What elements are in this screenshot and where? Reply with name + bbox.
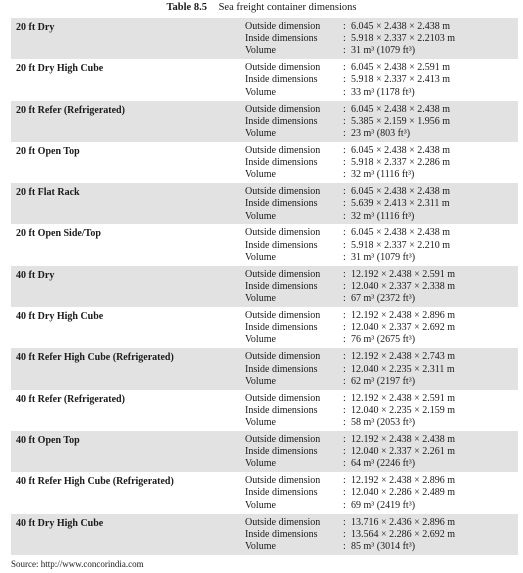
spec-value: 13.564 × 2.286 × 2.692 m [351, 528, 456, 540]
spec-label: Volume [245, 417, 276, 429]
spec-separator: : [343, 169, 346, 181]
spec-value: 12.192 × 2.438 × 2.591 m [351, 268, 456, 280]
spec-label: Outside dimension [245, 475, 321, 487]
table-title: Sea freight container dimensions [218, 2, 357, 13]
spec-line [245, 169, 515, 181]
container-specs [245, 393, 515, 430]
spec-label: Inside dimensions [245, 322, 318, 334]
spec-line [245, 116, 515, 128]
spec-value: 6.045 × 2.438 × 2.438 m [351, 103, 451, 115]
spec-value: 12.192 × 2.438 × 2.896 m [351, 475, 456, 487]
spec-value: 5.385 × 2.159 × 1.956 m [351, 115, 451, 127]
spec-separator: : [343, 103, 346, 115]
spec-label: Outside dimension [245, 144, 321, 156]
container-type: 40 ft Dry High Cube [16, 517, 104, 529]
spec-label: Inside dimensions [245, 528, 318, 540]
spec-line [245, 487, 515, 499]
spec-line [245, 500, 515, 512]
spec-label: Volume [245, 499, 276, 511]
table-row [11, 59, 518, 100]
container-type: 20 ft Refer (Refrigerated) [16, 104, 125, 116]
container-specs [245, 434, 515, 471]
spec-label: Outside dimension [245, 268, 321, 280]
spec-line [245, 74, 515, 86]
spec-value: 6.045 × 2.438 × 2.438 m [351, 144, 451, 156]
spec-value: 58 m³ (2053 ft³) [351, 417, 416, 429]
spec-separator: : [343, 251, 346, 263]
container-specs [245, 517, 515, 554]
spec-line [245, 334, 515, 346]
table-row [11, 183, 518, 224]
spec-value: 5.918 × 2.337 × 2.210 m [351, 239, 451, 251]
spec-value: 12.192 × 2.438 × 2.438 m [351, 433, 456, 445]
spec-separator: : [343, 198, 346, 210]
spec-line [245, 351, 515, 363]
spec-line [245, 393, 515, 405]
spec-label: Outside dimension [245, 310, 321, 322]
spec-label: Outside dimension [245, 516, 321, 528]
spec-line [245, 446, 515, 458]
spec-separator: : [343, 33, 346, 45]
spec-value: 12.192 × 2.438 × 2.743 m [351, 351, 456, 363]
spec-separator: : [343, 363, 346, 375]
spec-line [245, 87, 515, 99]
spec-label: Inside dimensions [245, 33, 318, 45]
container-type: 20 ft Open Top [16, 145, 80, 157]
container-specs [245, 62, 515, 99]
spec-value: 69 m³ (2419 ft³) [351, 499, 416, 511]
spec-value: 5.639 × 2.413 × 2.311 m [351, 198, 450, 210]
spec-separator: : [343, 351, 346, 363]
spec-separator: : [343, 487, 346, 499]
spec-separator: : [343, 268, 346, 280]
spec-label: Volume [245, 251, 276, 263]
spec-value: 5.918 × 2.337 × 2.413 m [351, 74, 451, 86]
spec-separator: : [343, 417, 346, 429]
spec-value: 12.040 × 2.337 × 2.692 m [351, 322, 456, 334]
container-type: 40 ft Refer High Cube (Refrigerated) [16, 476, 174, 488]
spec-separator: : [343, 227, 346, 239]
spec-label: Outside dimension [245, 186, 321, 198]
spec-label: Volume [245, 127, 276, 139]
spec-label: Inside dimensions [245, 157, 318, 169]
spec-separator: : [343, 45, 346, 57]
spec-line [245, 293, 515, 305]
table-row [11, 390, 518, 431]
spec-label: Inside dimensions [245, 74, 318, 86]
container-specs [245, 269, 515, 306]
spec-line [245, 310, 515, 322]
spec-value: 12.040 × 2.235 × 2.159 m [351, 404, 456, 416]
table-number: Table 8.5 [166, 2, 207, 13]
spec-label: Outside dimension [245, 433, 321, 445]
container-dimensions-table [11, 18, 518, 555]
spec-value: 6.045 × 2.438 × 2.438 m [351, 21, 451, 32]
spec-line [245, 45, 515, 57]
spec-label: Inside dimensions [245, 363, 318, 375]
spec-line [245, 227, 515, 239]
spec-separator: : [343, 280, 346, 292]
container-type: 20 ft Dry [16, 22, 55, 33]
spec-separator: : [343, 127, 346, 139]
spec-separator: : [343, 446, 346, 458]
spec-label: Volume [245, 45, 276, 57]
spec-line [245, 62, 515, 74]
container-type: 40 ft Open Top [16, 434, 80, 446]
spec-separator: : [343, 392, 346, 404]
container-type: 40 ft Refer (Refrigerated) [16, 393, 125, 405]
spec-separator: : [343, 21, 346, 32]
spec-separator: : [343, 62, 346, 74]
spec-label: Outside dimension [245, 21, 321, 32]
spec-label: Volume [245, 169, 276, 181]
container-specs [245, 475, 515, 512]
spec-line [245, 475, 515, 487]
spec-separator: : [343, 499, 346, 511]
table-row [11, 101, 518, 142]
spec-separator: : [343, 186, 346, 198]
container-type: 20 ft Open Side/Top [16, 228, 101, 240]
spec-value: 13.716 × 2.436 × 2.896 m [351, 516, 456, 528]
spec-separator: : [343, 239, 346, 251]
spec-value: 76 m³ (2675 ft³) [351, 334, 416, 346]
table-row [11, 514, 518, 555]
spec-line [245, 33, 515, 45]
spec-value: 12.040 × 2.337 × 2.338 m [351, 280, 456, 292]
spec-separator: : [343, 516, 346, 528]
spec-line [245, 240, 515, 252]
spec-value: 31 m³ (1079 ft³) [351, 45, 416, 57]
spec-separator: : [343, 86, 346, 98]
spec-label: Outside dimension [245, 103, 321, 115]
spec-line [245, 529, 515, 541]
spec-line [245, 198, 515, 210]
table-row [11, 307, 518, 348]
container-specs [245, 310, 515, 347]
spec-line [245, 157, 515, 169]
spec-line [245, 281, 515, 293]
spec-line [245, 541, 515, 553]
spec-label: Outside dimension [245, 392, 321, 404]
spec-value: 31 m³ (1079 ft³) [351, 251, 416, 263]
spec-line [245, 405, 515, 417]
spec-label: Inside dimensions [245, 487, 318, 499]
spec-separator: : [343, 540, 346, 552]
spec-value: 12.040 × 2.235 × 2.311 m [351, 363, 455, 375]
spec-value: 12.040 × 2.286 × 2.489 m [351, 487, 456, 499]
spec-value: 12.192 × 2.438 × 2.896 m [351, 310, 456, 322]
spec-separator: : [343, 74, 346, 86]
spec-separator: : [343, 293, 346, 305]
spec-value: 12.192 × 2.438 × 2.591 m [351, 392, 456, 404]
spec-line [245, 364, 515, 376]
container-specs [245, 104, 515, 141]
table-row [11, 348, 518, 389]
spec-value: 6.045 × 2.438 × 2.438 m [351, 227, 451, 239]
spec-line [245, 517, 515, 529]
spec-label: Volume [245, 458, 276, 470]
container-type: 40 ft Dry High Cube [16, 311, 104, 323]
source-note: Source: http://www.concorindia.com [11, 559, 144, 569]
spec-label: Outside dimension [245, 62, 321, 74]
container-specs [245, 227, 515, 264]
spec-separator: : [343, 334, 346, 346]
spec-label: Outside dimension [245, 351, 321, 363]
table-row [11, 142, 518, 183]
spec-line [245, 128, 515, 140]
spec-value: 67 m³ (2372 ft³) [351, 293, 416, 305]
spec-line [245, 211, 515, 223]
spec-line [245, 417, 515, 429]
spec-value: 6.045 × 2.438 × 2.438 m [351, 186, 451, 198]
spec-line [245, 186, 515, 198]
spec-label: Inside dimensions [245, 446, 318, 458]
spec-value: 23 m³ (803 ft³) [351, 127, 411, 139]
spec-line [245, 458, 515, 470]
spec-label: Inside dimensions [245, 198, 318, 210]
container-type: 20 ft Dry High Cube [16, 63, 104, 75]
spec-label: Volume [245, 293, 276, 305]
spec-separator: : [343, 115, 346, 127]
spec-value: 6.045 × 2.438 × 2.591 m [351, 62, 451, 74]
spec-label: Inside dimensions [245, 404, 318, 416]
spec-label: Inside dimensions [245, 280, 318, 292]
spec-label: Volume [245, 210, 276, 222]
container-type: 40 ft Dry [16, 269, 55, 281]
spec-label: Volume [245, 375, 276, 387]
spec-value: 32 m³ (1116 ft³) [351, 210, 415, 222]
spec-line [245, 145, 515, 157]
spec-line [245, 252, 515, 264]
spec-line [245, 434, 515, 446]
spec-line [245, 269, 515, 281]
spec-value: 12.040 × 2.337 × 2.261 m [351, 446, 456, 458]
spec-value: 64 m³ (2246 ft³) [351, 458, 416, 470]
table-row [11, 431, 518, 472]
container-type: 20 ft Flat Rack [16, 187, 80, 199]
spec-line [245, 104, 515, 116]
spec-separator: : [343, 433, 346, 445]
container-type: 40 ft Refer High Cube (Refrigerated) [16, 352, 174, 364]
spec-label: Volume [245, 540, 276, 552]
spec-separator: : [343, 528, 346, 540]
table-row [11, 266, 518, 307]
spec-separator: : [343, 322, 346, 334]
spec-value: 62 m³ (2197 ft³) [351, 375, 416, 387]
spec-separator: : [343, 375, 346, 387]
spec-separator: : [343, 157, 346, 169]
spec-value: 5.918 × 2.337 × 2.2103 m [351, 33, 456, 45]
container-specs [245, 145, 515, 182]
spec-separator: : [343, 210, 346, 222]
spec-value: 33 m³ (1178 ft³) [351, 86, 415, 98]
spec-separator: : [343, 475, 346, 487]
spec-separator: : [343, 404, 346, 416]
spec-separator: : [343, 310, 346, 322]
spec-value: 5.918 × 2.337 × 2.286 m [351, 157, 451, 169]
spec-line [245, 322, 515, 334]
spec-separator: : [343, 144, 346, 156]
spec-label: Outside dimension [245, 227, 321, 239]
table-row [11, 472, 518, 513]
spec-line [245, 376, 515, 388]
table-row [11, 224, 518, 265]
spec-label: Inside dimensions [245, 239, 318, 251]
spec-label: Volume [245, 86, 276, 98]
table-row [11, 18, 518, 59]
spec-value: 32 m³ (1116 ft³) [351, 169, 415, 181]
spec-separator: : [343, 458, 346, 470]
spec-label: Inside dimensions [245, 115, 318, 127]
spec-value: 85 m³ (3014 ft³) [351, 540, 416, 552]
container-specs [245, 351, 515, 388]
spec-label: Volume [245, 334, 276, 346]
container-specs [245, 21, 515, 58]
container-specs [245, 186, 515, 223]
spec-line [245, 21, 515, 33]
table-caption [0, 1, 523, 14]
